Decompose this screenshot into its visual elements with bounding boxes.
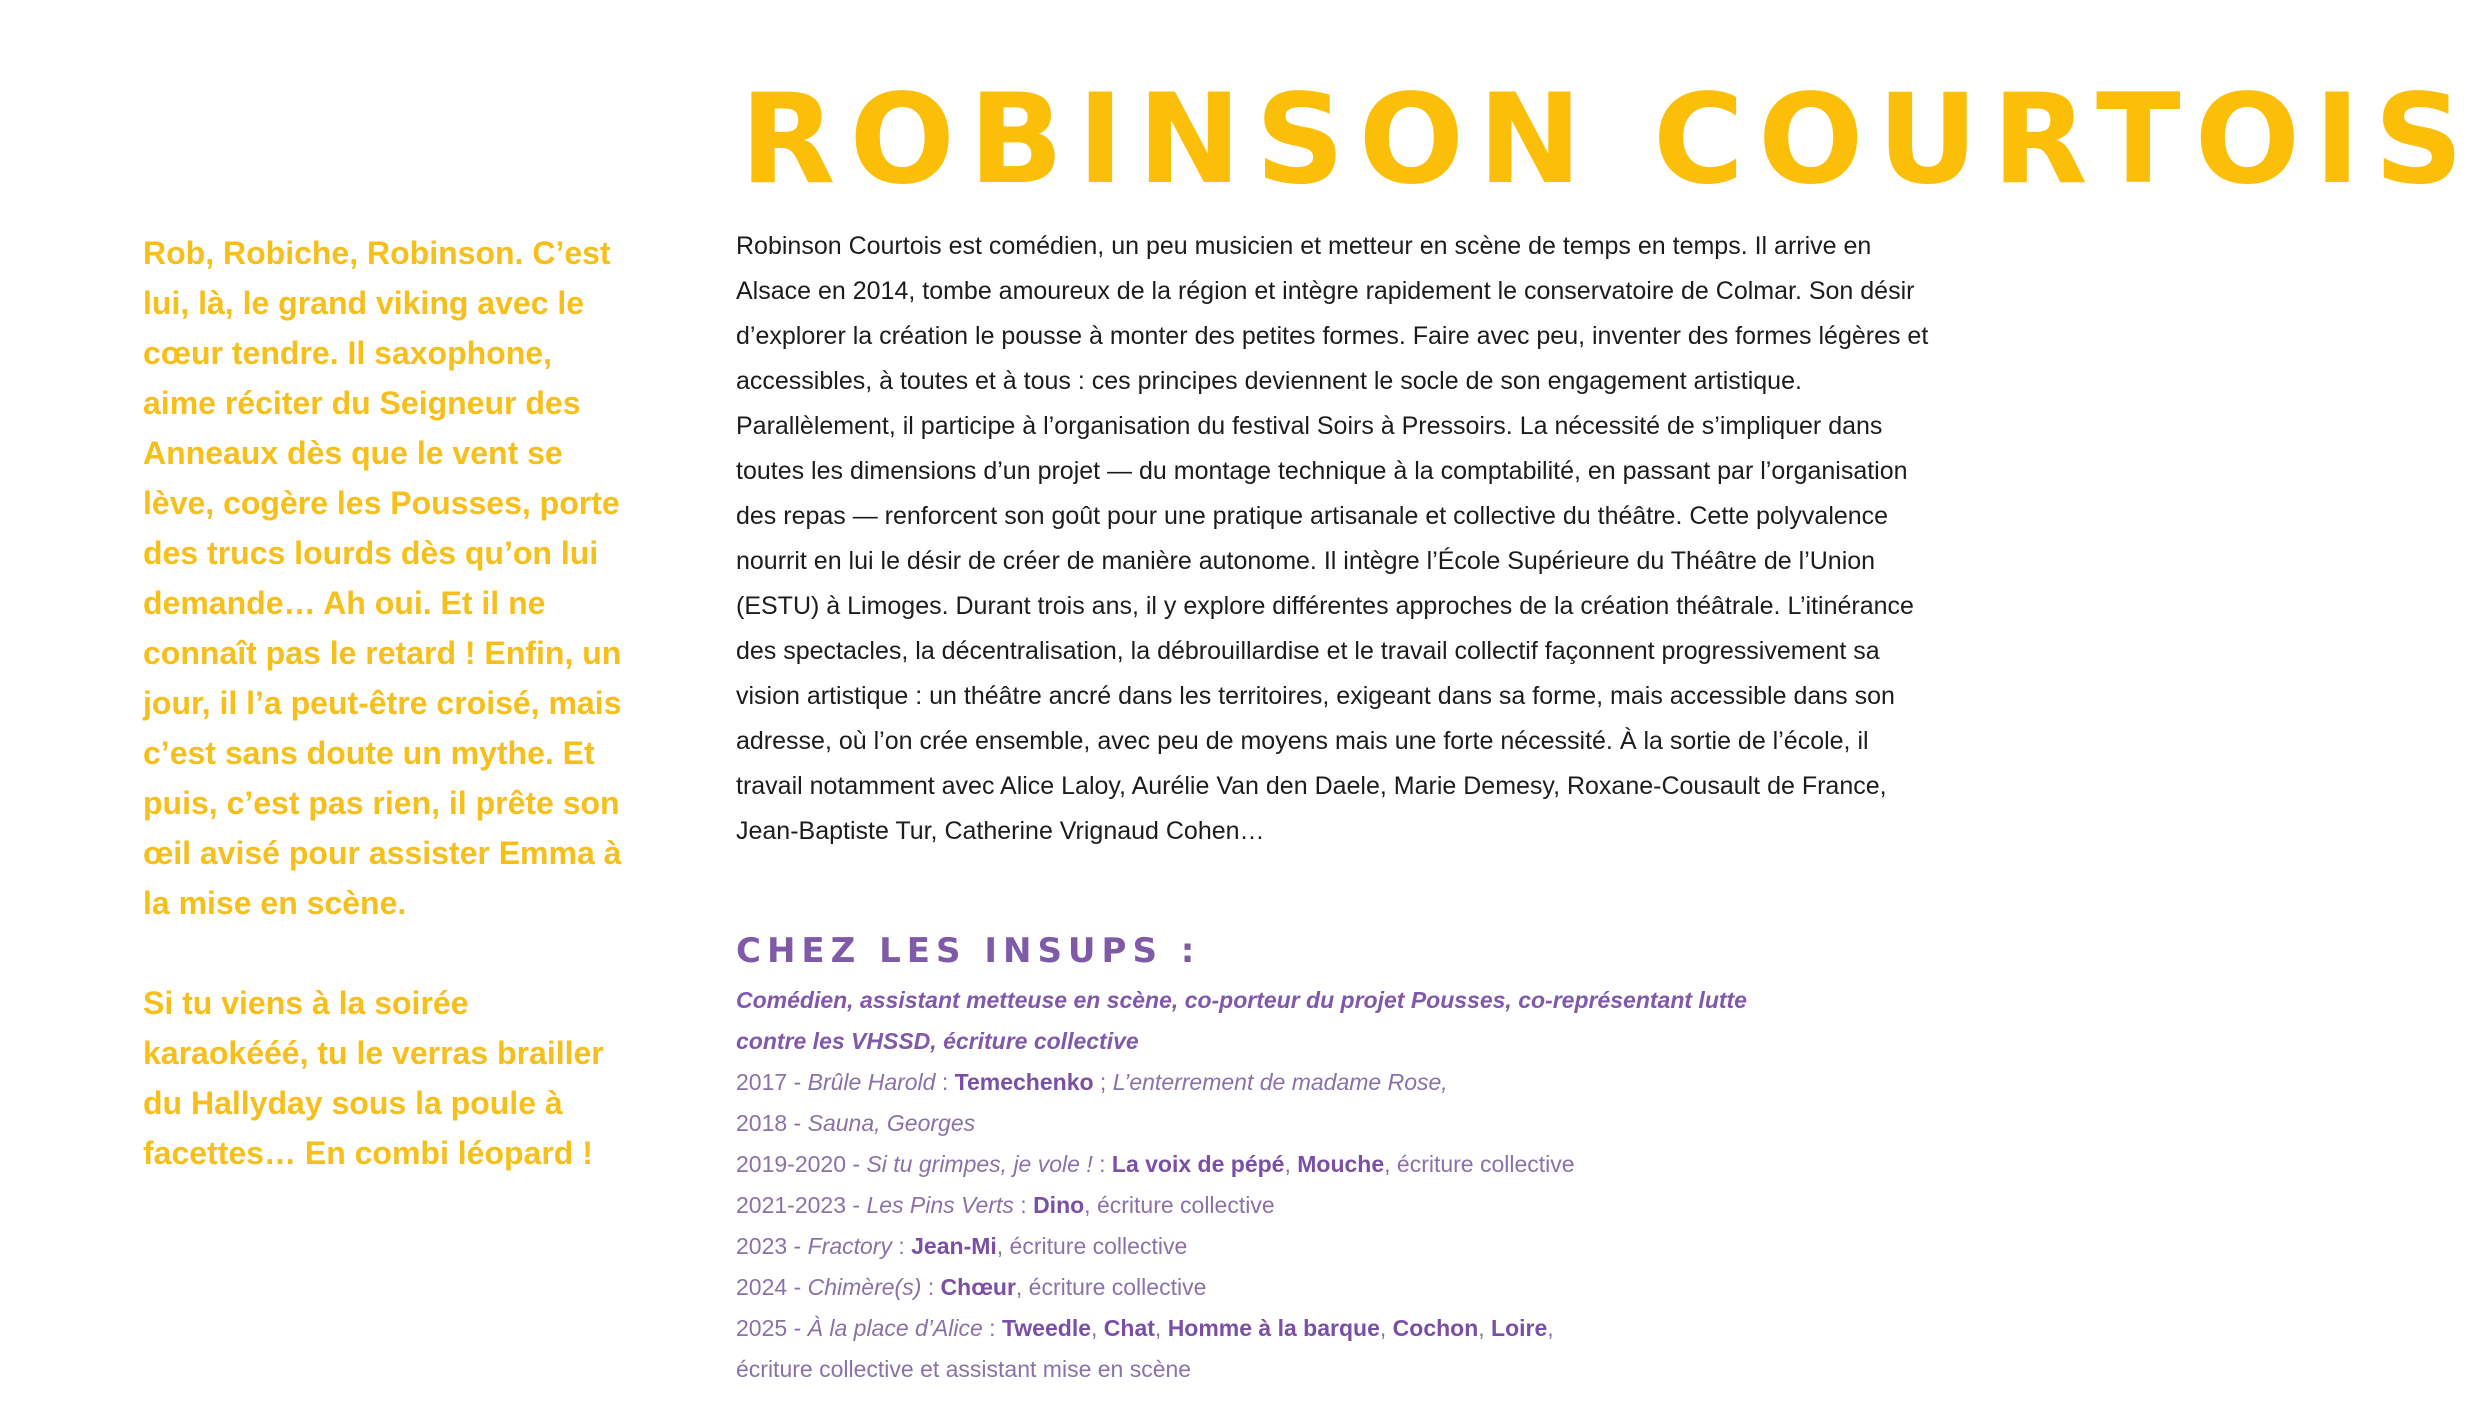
credit-tail: , écriture collective: [1084, 1192, 1275, 1218]
credit-separator: :: [891, 1233, 912, 1259]
roles-summary: [736, 980, 1886, 1062]
credit-show: Sauna, Georges: [807, 1110, 976, 1136]
credit-show: Chimère(s): [807, 1274, 922, 1300]
credit-character: Loire: [1491, 1315, 1548, 1341]
credit-year: 2024: [736, 1274, 788, 1300]
credit-item: [736, 1062, 1886, 1103]
credit-item: [736, 1226, 1886, 1267]
credit-separator: ,: [1284, 1151, 1298, 1177]
credit-separator: ,: [1547, 1315, 1554, 1341]
credit-year: 2021-2023: [736, 1192, 846, 1218]
credit-character: Dino: [1033, 1192, 1085, 1218]
credit-separator: :: [982, 1315, 1002, 1341]
credit-tail: écriture collective et assistant mise en scène: [736, 1356, 1192, 1382]
credit-character: La voix de pépé: [1111, 1151, 1285, 1177]
credit-show: Brûle Harold: [807, 1069, 936, 1095]
credit-separator: :: [1013, 1192, 1034, 1218]
credit-separator: -: [787, 1110, 808, 1136]
credit-item: [736, 1103, 1886, 1144]
credit-item: [736, 1267, 1886, 1308]
credits-list: [736, 1062, 1886, 1390]
credit-show: Fractory: [807, 1233, 892, 1259]
credit-separator: ;: [1093, 1069, 1113, 1095]
credit-year: 2019-2020: [736, 1151, 846, 1177]
credit-character: Chat: [1103, 1315, 1155, 1341]
credit-character: Cochon: [1392, 1315, 1479, 1341]
credit-character: Jean-Mi: [911, 1233, 997, 1259]
credit-year: 2018: [736, 1110, 788, 1136]
credit-separator: ,: [1379, 1315, 1393, 1341]
credit-character: Temechenko: [954, 1069, 1094, 1095]
credit-separator: -: [787, 1274, 808, 1300]
credit-separator: -: [846, 1151, 867, 1177]
credit-year: 2017: [736, 1069, 788, 1095]
credit-year: 2023: [736, 1233, 788, 1259]
credit-show: L’enterrement de madame Rose,: [1112, 1069, 1448, 1095]
credit-character: Homme à la barque: [1167, 1315, 1380, 1341]
sidebar-anecdote: [143, 228, 633, 1178]
credit-separator: ,: [1091, 1315, 1104, 1341]
credit-item: [736, 1308, 1886, 1390]
credit-separator: ,: [1478, 1315, 1492, 1341]
credit-character: Mouche: [1297, 1151, 1385, 1177]
credit-separator: -: [787, 1069, 808, 1095]
credit-show: Si tu grimpes, je vole !: [866, 1151, 1093, 1177]
credit-item: [736, 1144, 1886, 1185]
credit-tail: , écriture collective: [1015, 1274, 1207, 1300]
sidebar-paragraph: Si tu viens à la soirée karaokééé, tu le verras brailler du Hallyday sous la poule à facettes… En combi léopard !: [143, 985, 604, 1171]
credit-separator: :: [1092, 1151, 1112, 1177]
section-heading: CHEZ LES INSUPS :: [736, 931, 1201, 971]
credit-show: À la place d’Alice: [807, 1315, 983, 1341]
page-title: ROBINSON COURTOIS: [740, 68, 2477, 212]
credit-separator: -: [787, 1233, 808, 1259]
credit-year: 2025: [736, 1315, 788, 1341]
credit-separator: ,: [1154, 1315, 1168, 1341]
credit-character: Tweedle: [1001, 1315, 1091, 1341]
credit-separator: -: [787, 1315, 808, 1341]
credit-separator: :: [921, 1274, 941, 1300]
credit-tail: , écriture collective: [996, 1233, 1188, 1259]
credit-character: Chœur: [940, 1274, 1016, 1300]
credit-item: [736, 1185, 1886, 1226]
roles-line: Comédien, assistant metteuse en scène, co-porteur du projet Pousses, co-représentant lutte: [736, 987, 1747, 1013]
biography-text: Robinson Courtois est comédien, un peu musicien et metteur en scène de temps en temps. Il arrive en Alsace en 2014, tombe amoureux de la région et intègre rapidement le conservatoire de Colmar. Son désir d’explorer la création le pousse à monter des petites formes. Faire avec peu, inventer des formes légères et accessibles, à toutes et à tous : ces principes deviennent le socle de son engagement artistique. Parallèlement, il participe à l’organisation du festival Soirs à Pressoirs. La nécessité de s’impliquer dans toutes les dimensions d’un projet — du montage technique à la comptabilité, en passant par l’organisation des repas — renforcent son goût pour une pratique artisanale et collective du théâtre. Cette polyvalence nourrit en lui le désir de créer de manière autonome. Il intègre l’École Supérieure du Théâtre de l’Union (ESTU) à Limoges. Durant trois ans, il y explore différentes approches de la création théâtrale. L’itinérance des spectacles, la décentralisation, la débrouillardise et le travail collectif façonnent progressivement sa vision artistique : un théâtre ancré dans les territoires, exigeant dans sa forme, mais accessible dans son adresse, où l’on crée ensemble, avec peu de moyens mais une forte nécessité. À la sortie de l’école, il travail notamment avec Alice Laloy, Aurélie Van den Daele, Marie Demesy, Roxane-Cousault de France, Jean-Baptiste Tur, Catherine Vrignaud Cohen…: [736, 232, 1929, 845]
sidebar-paragraph: Rob, Robiche, Robinson. C’est lui, là, le grand viking avec le cœur tendre. Il saxophone, aime réciter du Seigneur des Anneaux dès que le vent se lève, cogère les Pousses, porte des trucs lourds dès qu’on lui demande… Ah oui. Et il ne connaît pas le retard ! Enfin, un jour, il l’a peut-être croisé, mais c’est sans doute un mythe. Et puis, c’est pas rien, il prête son œil avisé pour assister Emma à la mise en scène.: [143, 235, 622, 921]
credit-tail: , écriture collective: [1384, 1151, 1575, 1177]
roles-line: contre les VHSSD, écriture collective: [736, 1028, 1139, 1054]
credit-separator: :: [935, 1069, 955, 1095]
credit-show: Les Pins Verts: [866, 1192, 1014, 1218]
credit-separator: -: [846, 1192, 867, 1218]
